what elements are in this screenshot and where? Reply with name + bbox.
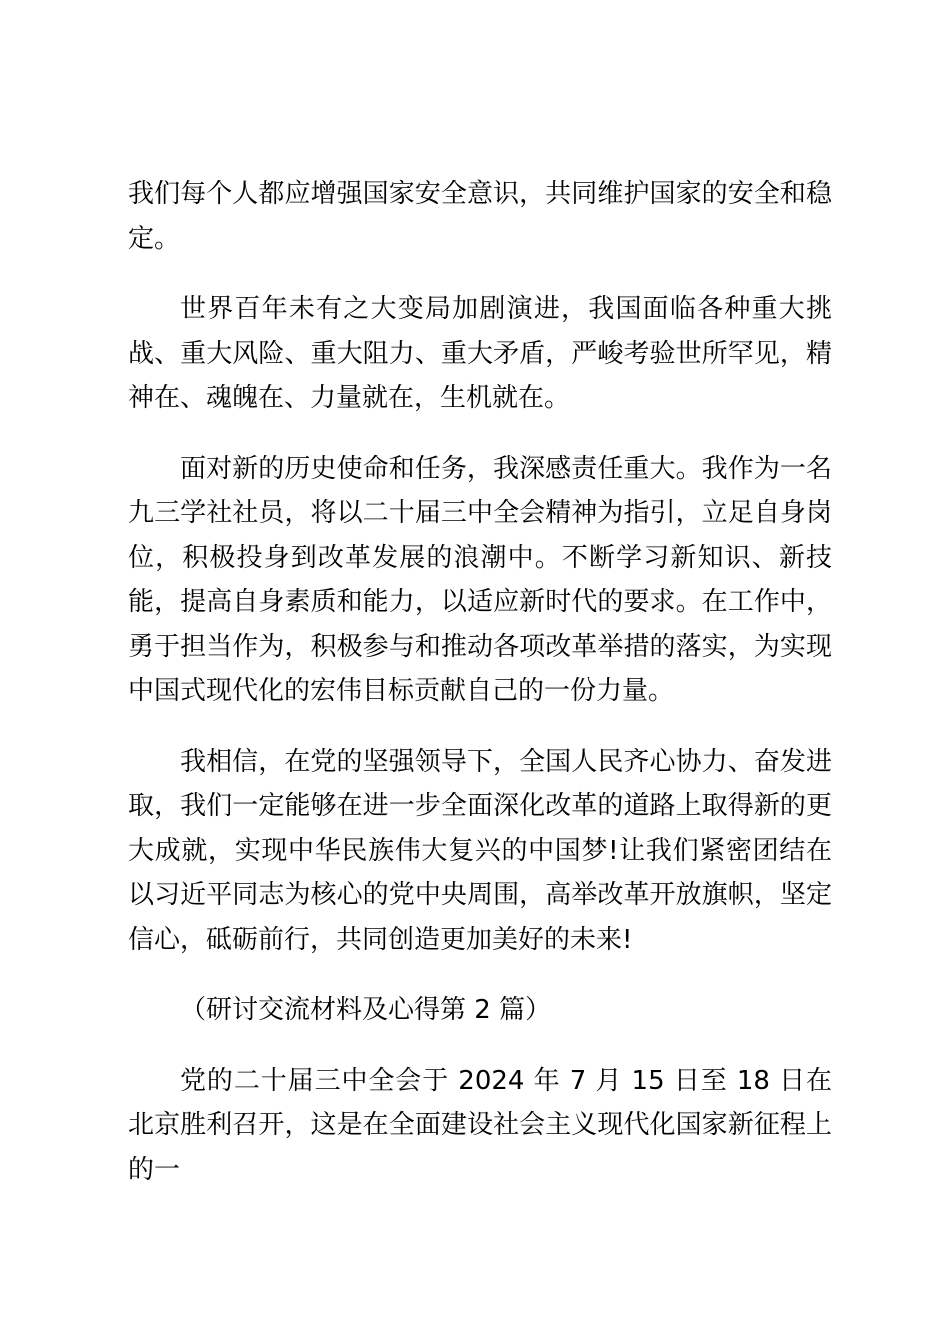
section-heading: （研讨交流材料及心得第 2 篇） xyxy=(180,995,552,1025)
paragraph-mission: 面对新的历史使命和任务，我深感责任重大。我作为一名九三学社社员，将以二十届三中全会精神为指引，立足自身岗位，积极投身到改革发展的浪潮中。不断学习新知识、新技能，提高自身素质和能力，以适应新时代的要求。在工作中，勇于担当作为，积极参与和推动各项改革举措的落实，为实现中国式现代化的宏伟目标贡献自己的一份力量。 xyxy=(128,453,832,706)
document-body xyxy=(128,172,832,1218)
paragraph-plenum-intro: 党的二十届三中全会于 2024 年 7 月 15 日至 18 日在北京胜利召开，这是在全面建设社会主义现代化国家新征程上的一 xyxy=(128,1065,832,1185)
paragraph-world-changes: 世界百年未有之大变局加剧演进，我国面临各种重大挑战、重大风险、重大阻力、重大矛盾，严峻考验世所罕见，精神在、魂魄在、力量就在，生机就在。 xyxy=(128,294,832,413)
paragraph-continuation: 我们每个人都应增强国家安全意识，共同维护国家的安全和稳定。 xyxy=(128,179,832,254)
paragraph-belief: 我相信，在党的坚强领导下，全国人民齐心协力、奋发进取，我们一定能够在进一步全面深化改革的道路上取得新的更大成就，实现中华民族伟大复兴的中国梦!让我们紧密团结在以习近平同志为核心的党中央周围，高举改革开放旗帜，坚定信心，砥砺前行，共同创造更加美好的未来! xyxy=(128,746,832,955)
